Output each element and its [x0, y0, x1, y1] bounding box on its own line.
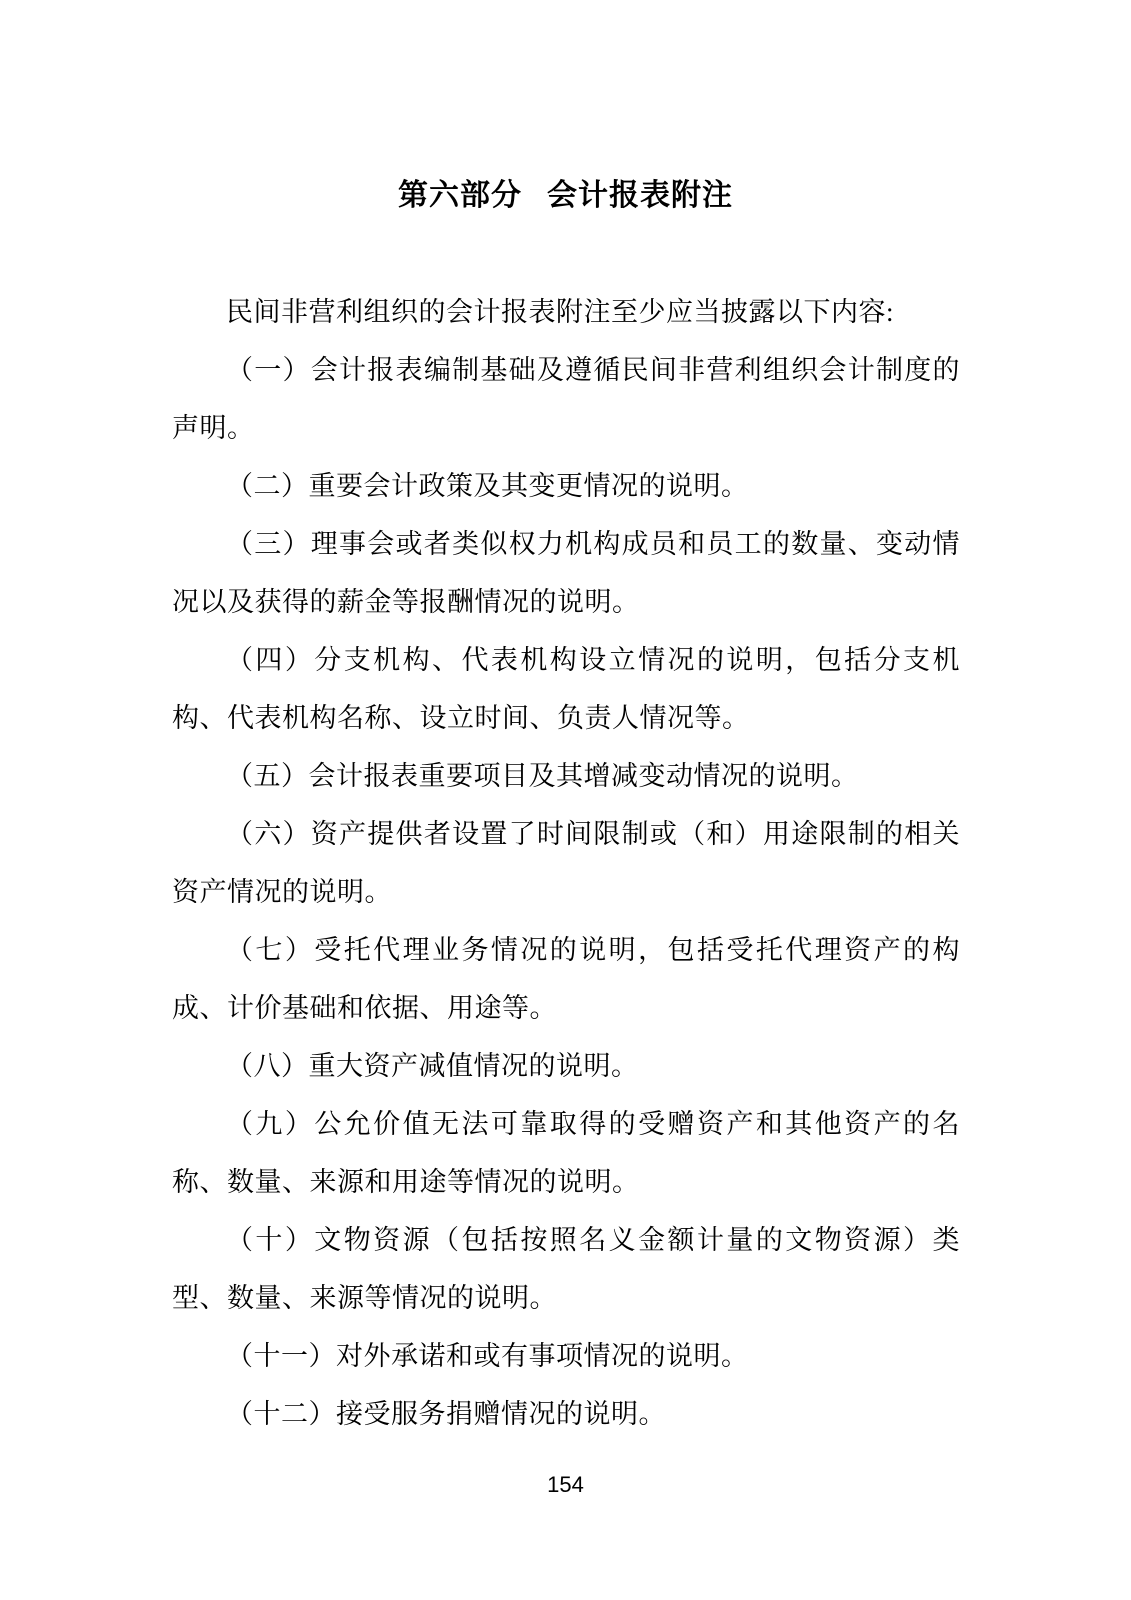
list-item-1: （一）会计报表编制基础及遵循民间非营利组织会计制度的声明。 [172, 355, 960, 443]
list-item-3: （三）理事会或者类似权力机构成员和员工的数量、变动情况以及获得的薪金等报酬情况的说明。 [172, 529, 960, 617]
list-item-7: （七）受托代理业务情况的说明，包括受托代理资产的构成、计价基础和依据、用途等。 [172, 935, 960, 1023]
list-item-5: （五）会计报表重要项目及其增减变动情况的说明。 [226, 761, 859, 791]
list-item-8: （八）重大资产减值情况的说明。 [226, 1051, 639, 1081]
page-number: 154 [547, 1472, 584, 1497]
list-item-9: （九）公允价值无法可靠取得的受赠资产和其他资产的名称、数量、来源和用途等情况的说明。 [172, 1109, 960, 1197]
list-item-12: （十二）接受服务捐赠情况的说明。 [226, 1399, 666, 1429]
list-item-6: （六）资产提供者设置了时间限制或（和）用途限制的相关资产情况的说明。 [172, 819, 960, 907]
intro-paragraph: 民间非营利组织的会计报表附注至少应当披露以下内容: [226, 297, 895, 327]
page-title: 第六部分 会计报表附注 [398, 179, 733, 212]
list-item-10: （十）文物资源（包括按照名义金额计量的文物资源）类型、数量、来源等情况的说明。 [172, 1225, 960, 1313]
list-item-2: （二）重要会计政策及其变更情况的说明。 [226, 471, 749, 501]
list-item-4: （四）分支机构、代表机构设立情况的说明，包括分支机构、代表机构名称、设立时间、负责人情况等。 [172, 645, 960, 733]
document-body [172, 283, 960, 1443]
list-item-11: （十一）对外承诺和或有事项情况的说明。 [226, 1341, 749, 1371]
